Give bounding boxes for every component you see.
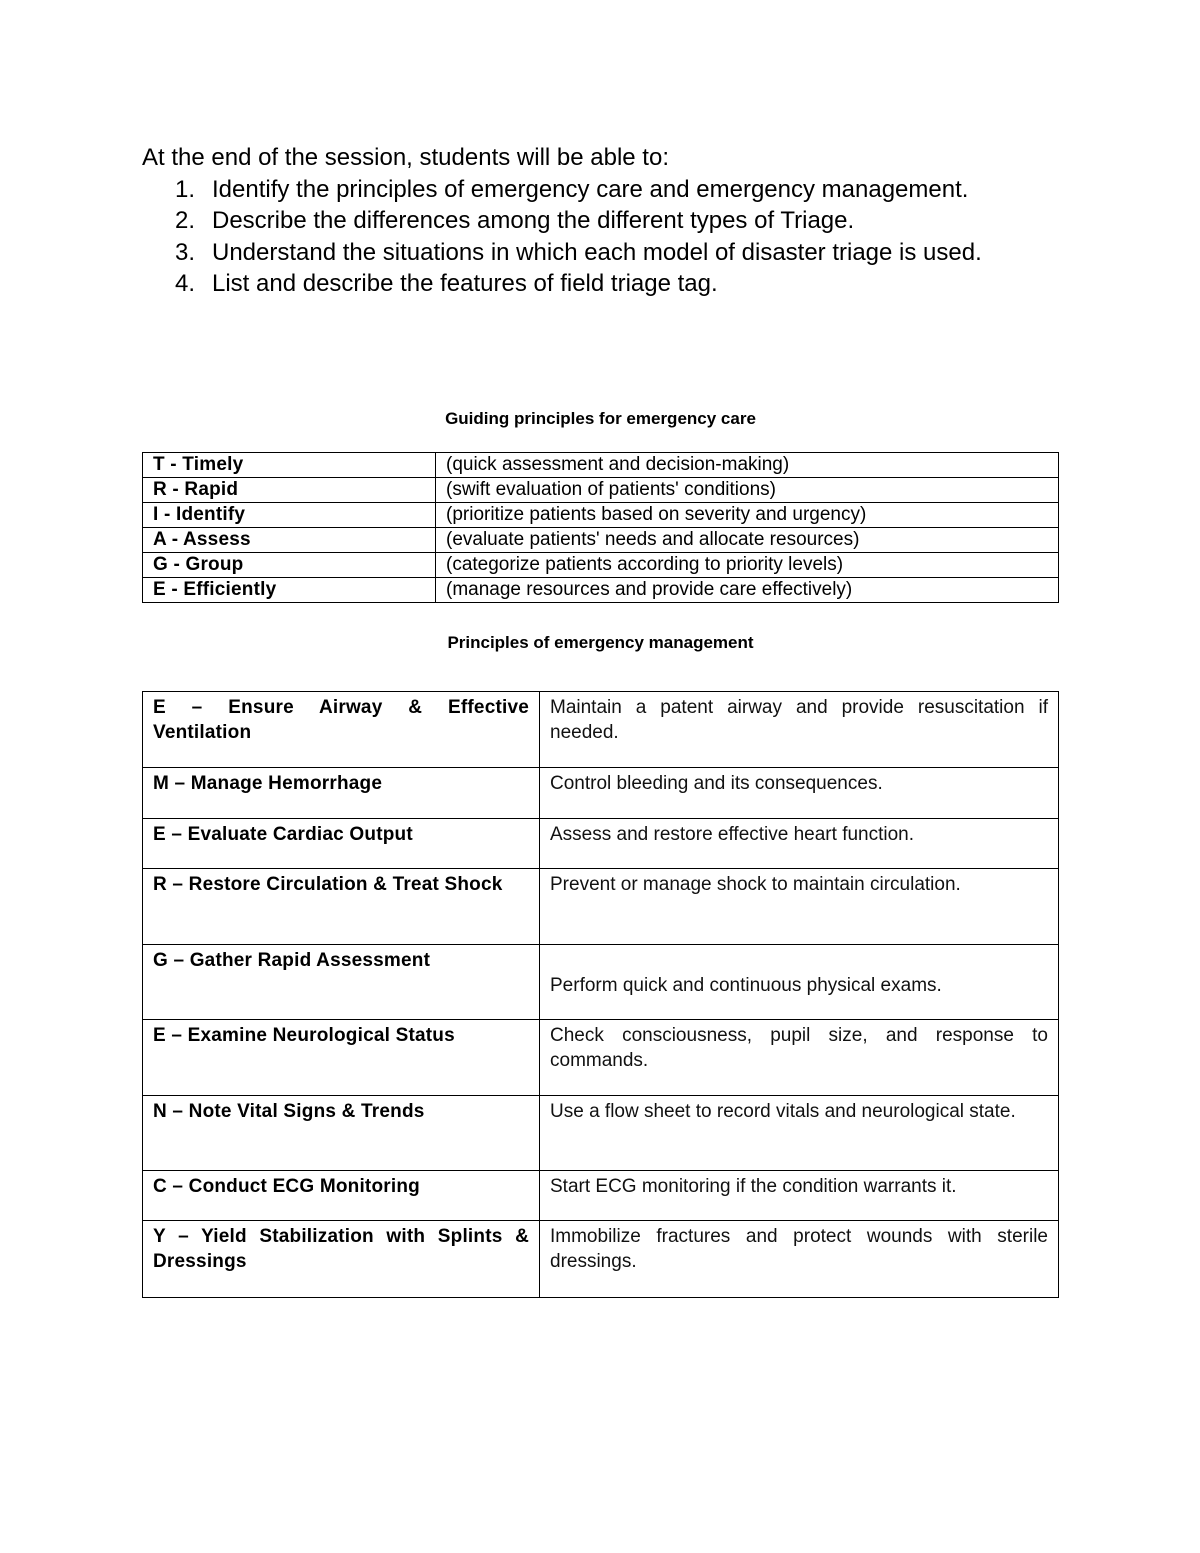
objectives-list <box>142 174 1042 300</box>
table-row <box>143 869 1059 945</box>
principle-description: (evaluate patients' needs and allocate resources) <box>436 528 1059 553</box>
table-row <box>143 1020 1059 1096</box>
management-description: Use a flow sheet to record vitals and neurological state. <box>540 1096 1059 1171</box>
principle-key: G - Group <box>143 553 436 578</box>
management-key: M – Manage Hemorrhage <box>143 768 540 819</box>
table-row <box>143 1096 1059 1171</box>
management-description: Check consciousness, pupil size, and response to commands. <box>540 1020 1059 1096</box>
management-key: C – Conduct ECG Monitoring <box>143 1171 540 1221</box>
guiding-principles-table <box>142 452 1059 603</box>
objectives-lead: At the end of the session, students will be able to: <box>142 144 669 171</box>
objective-number: 3. <box>175 238 196 266</box>
table-row <box>143 503 1059 528</box>
table-row <box>143 768 1059 819</box>
management-key: R – Restore Circulation & Treat Shock <box>143 869 540 945</box>
principle-key: E - Efficiently <box>143 578 436 603</box>
principle-key: I - Identify <box>143 503 436 528</box>
management-description: Immobilize fractures and protect wounds with sterile dressings. <box>540 1221 1059 1298</box>
table-row <box>143 1221 1059 1298</box>
triage-table-title: Guiding principles for emergency care <box>445 409 756 428</box>
principle-key: A - Assess <box>143 528 436 553</box>
objective-item <box>142 174 1042 206</box>
management-description: Perform quick and continuous physical exams. <box>550 975 942 996</box>
objective-item <box>142 205 1042 237</box>
table-row <box>143 578 1059 603</box>
table-row <box>143 553 1059 578</box>
objective-number: 4. <box>175 270 196 297</box>
learning-objectives <box>142 142 1042 300</box>
management-description: Assess and restore effective heart function. <box>540 819 1059 869</box>
principle-description: (categorize patients according to priority levels) <box>436 553 1059 578</box>
principle-description: (manage resources and provide care effectively) <box>436 578 1059 603</box>
management-description: Maintain a patent airway and provide resuscitation if needed. <box>540 692 1059 768</box>
management-table-title: Principles of emergency management <box>447 633 754 652</box>
principle-description: (quick assessment and decision-making) <box>436 453 1059 478</box>
table-row <box>143 692 1059 768</box>
cell-spacer <box>550 948 1048 973</box>
table-row <box>143 819 1059 869</box>
management-description: Prevent or manage shock to maintain circulation. <box>540 869 1059 945</box>
principle-key: R - Rapid <box>143 478 436 503</box>
objective-number: 1. <box>175 175 196 203</box>
table-row <box>143 478 1059 503</box>
management-key: E – Evaluate Cardiac Output <box>143 819 540 869</box>
objective-item <box>142 237 1042 269</box>
principle-key: T - Timely <box>143 453 436 478</box>
management-description: Control bleeding and its consequences. <box>540 768 1059 819</box>
table-row <box>143 453 1059 478</box>
principle-description: (swift evaluation of patients' conditions) <box>436 478 1059 503</box>
table-row <box>143 1171 1059 1221</box>
objective-text: Understand the situations in which each model of disaster triage is used. <box>212 238 982 266</box>
objective-text: Describe the differences among the different types of Triage. <box>212 207 855 234</box>
management-key: G – Gather Rapid Assessment <box>143 945 540 1020</box>
management-key: N – Note Vital Signs & Trends <box>143 1096 540 1171</box>
objective-text: Identify the principles of emergency care and emergency management. <box>212 175 969 203</box>
emergency-management-table <box>142 691 1059 1298</box>
principle-description: (prioritize patients based on severity and urgency) <box>436 503 1059 528</box>
table-row <box>143 528 1059 553</box>
management-key: E – Examine Neurological Status <box>143 1020 540 1096</box>
objective-number: 2. <box>175 207 196 234</box>
table-row <box>143 945 1059 1020</box>
objective-item <box>142 268 1042 300</box>
management-description: Start ECG monitoring if the condition warrants it. <box>540 1171 1059 1221</box>
management-key: E – Ensure Airway & Effective Ventilation <box>143 692 540 768</box>
management-key: Y – Yield Stabilization with Splints & Dressings <box>143 1221 540 1298</box>
objective-text: List and describe the features of field triage tag. <box>212 270 718 297</box>
management-description-cell <box>540 945 1059 1020</box>
